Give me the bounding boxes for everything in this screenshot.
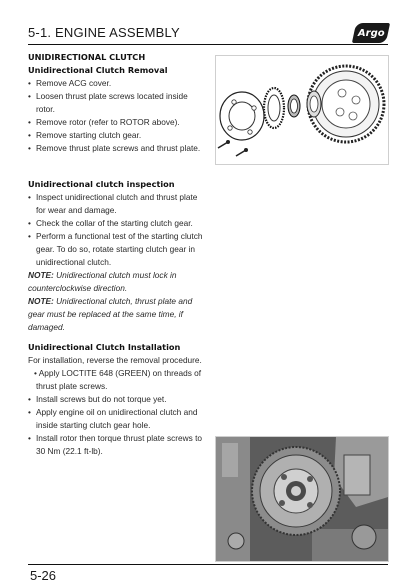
inspection-item-continued: unidirectional clutch. [36, 257, 112, 267]
step-item: • Remove thrust plate screws and thrust plate. [28, 142, 206, 155]
install-item: • Apply engine oil on unidirectional clutch and [28, 406, 206, 419]
step-item-continued: rotor. [36, 104, 55, 114]
removal-section [28, 51, 206, 155]
note-2 [28, 295, 206, 308]
install-item-continued: inside starting clutch gear hole. [36, 420, 151, 430]
clutch-exploded-figure [215, 55, 389, 165]
screw-icon [218, 140, 248, 156]
note-text: Unidirectional clutch must lock in [56, 270, 177, 280]
clutch-exploded-drawing [216, 56, 388, 164]
inspection-item-continued: for wear and damage. [36, 205, 117, 215]
step-item: • Loosen thrust plate screws located inside [28, 90, 206, 103]
section-heading: UNIDIRECTIONAL CLUTCH [28, 52, 146, 62]
note-1 [28, 269, 206, 282]
step-item: • Remove ACG cover. [28, 77, 206, 90]
header-rule [28, 44, 388, 45]
removal-heading: Unidirectional Clutch Removal [28, 65, 168, 75]
page-header [28, 22, 388, 46]
note-2-continued: gear must be replaced at the same time, if [28, 309, 183, 319]
engine-photo-drawing [216, 437, 388, 561]
logo-text: Argo [357, 27, 385, 39]
page-number: 5-26 [30, 568, 57, 583]
note-text: Unidirectional clutch, thrust plate and [56, 296, 193, 306]
installation-heading: Unidirectional Clutch Installation [28, 342, 181, 352]
inspection-heading: Unidirectional clutch inspection [28, 179, 175, 189]
install-item: • Apply LOCTITE 648 (GREEN) on threads of [34, 368, 202, 378]
inspection-section [28, 178, 206, 334]
footer-rule [28, 564, 388, 565]
engine-photo-figure [215, 436, 389, 562]
install-item: • Install screws but do not torque yet. [28, 393, 206, 406]
install-item-continued: 30 Nm (22.1 ft-lb). [36, 446, 103, 456]
install-item-continued: thrust plate screws. [36, 381, 108, 391]
install-item: • Install rotor then torque thrust plate screws to [28, 432, 206, 445]
needle-bearing-icon [288, 95, 300, 117]
installation-section [28, 341, 206, 458]
inspection-item: • Perform a functional test of the starting clutch [28, 230, 206, 243]
unidirectional-clutch-icon [264, 88, 284, 128]
step-item: • Remove rotor (refer to ROTOR above). [28, 116, 206, 129]
note-label: NOTE: [28, 270, 54, 280]
inspection-item: • Inspect unidirectional clutch and thrust plate [28, 191, 206, 204]
note-2-continued: damaged. [28, 322, 65, 332]
starting-clutch-gear-icon [307, 66, 384, 142]
installation-intro: For installation, reverse the removal procedure. [28, 355, 202, 365]
note-label: NOTE: [28, 296, 54, 306]
step-item: • Remove starting clutch gear. [28, 129, 206, 142]
inspection-item-continued: gear. To do so, rotate starting clutch gear in [36, 244, 195, 254]
note-1-continued: counterclockwise direction. [28, 283, 128, 293]
inspection-item: • Check the collar of the starting clutch gear. [28, 217, 206, 230]
thrust-plate-icon [220, 92, 264, 140]
section-title: 5-1. ENGINE ASSEMBLY [28, 25, 180, 40]
argo-logo [352, 23, 390, 43]
